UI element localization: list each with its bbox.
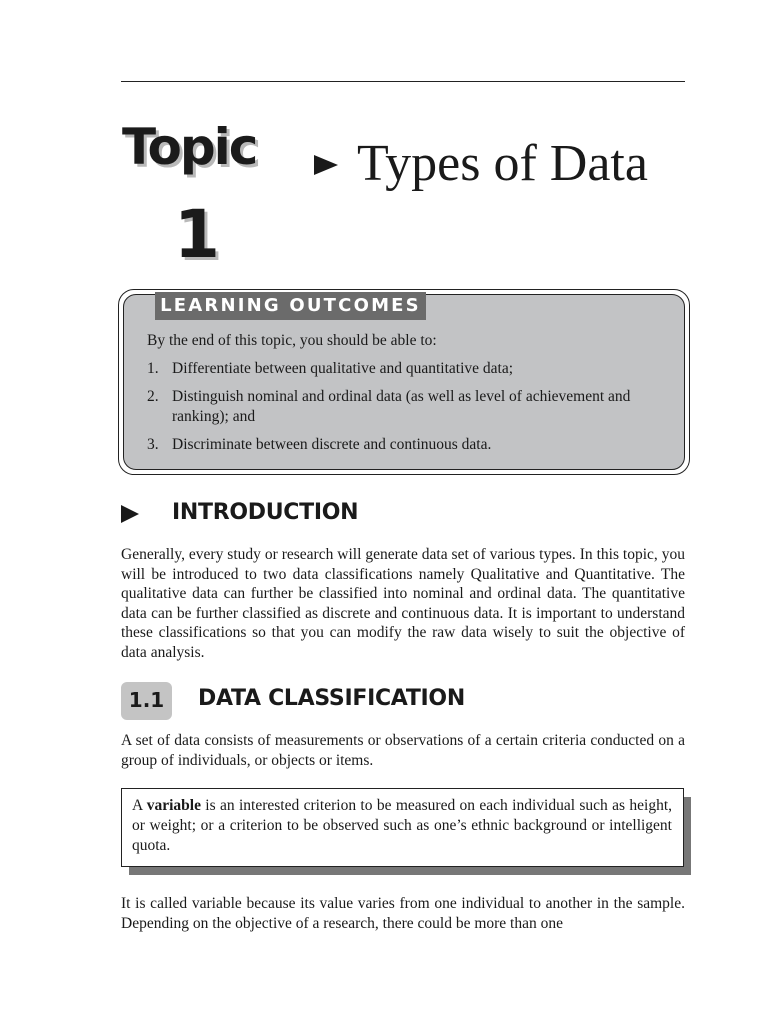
learning-outcomes-heading: LEARNING OUTCOMES xyxy=(155,292,426,320)
play-arrow-icon xyxy=(314,155,338,175)
page-title: Types of Data xyxy=(357,135,648,192)
outcome-number: 2. xyxy=(147,388,159,405)
outcome-text: Discriminate between discrete and continuous data. xyxy=(172,436,492,453)
definition-body: is an interested criterion to be measured on each individual such as height, or weight; or a criterion to be observed such as one’s ethnic background or intelligent quota. xyxy=(132,797,673,854)
outcome-number: 1. xyxy=(147,360,159,377)
section-paragraph-continued: It is called variable because its value varies from one individual to another in the sample. Depending on the objective of a research, there could be more than one xyxy=(121,895,685,932)
definition-term: variable xyxy=(146,797,201,814)
section-heading: DATA CLASSIFICATION xyxy=(198,686,465,711)
outcome-number: 3. xyxy=(147,436,159,453)
introduction-paragraph: Generally, every study or research will generate data set of various types. In this topic, you will be introduced to two data classifications namely Qualitative and Quantitative. The qualitative data can further be classified into nominal and ordinal data. The quantitative data can be further classified as discrete and continuous data. It is important to understand these classifications so that you can modify the raw data wisely to suit the objective of data analysis. xyxy=(121,546,685,661)
learning-outcomes-intro: By the end of this topic, you should be able to: xyxy=(147,332,437,349)
outcome-text: Distinguish nominal and ordinal data (as well as level of achievement and ranking); and xyxy=(172,388,631,425)
introduction-heading: INTRODUCTION xyxy=(172,500,359,525)
topic-number: 1 xyxy=(174,196,220,273)
outcome-text: Differentiate between qualitative and quantitative data; xyxy=(172,360,513,377)
section-number-badge: 1.1 xyxy=(121,682,172,720)
section-arrow-icon xyxy=(121,505,139,523)
top-rule xyxy=(121,81,685,82)
definition-text xyxy=(132,796,672,856)
section-paragraph: A set of data consists of measurements or observations of a certain criteria conducted on a group of individuals, or objects or items. xyxy=(121,732,685,769)
topic-label: Topic xyxy=(122,118,257,176)
definition-prefix: A xyxy=(132,797,147,814)
